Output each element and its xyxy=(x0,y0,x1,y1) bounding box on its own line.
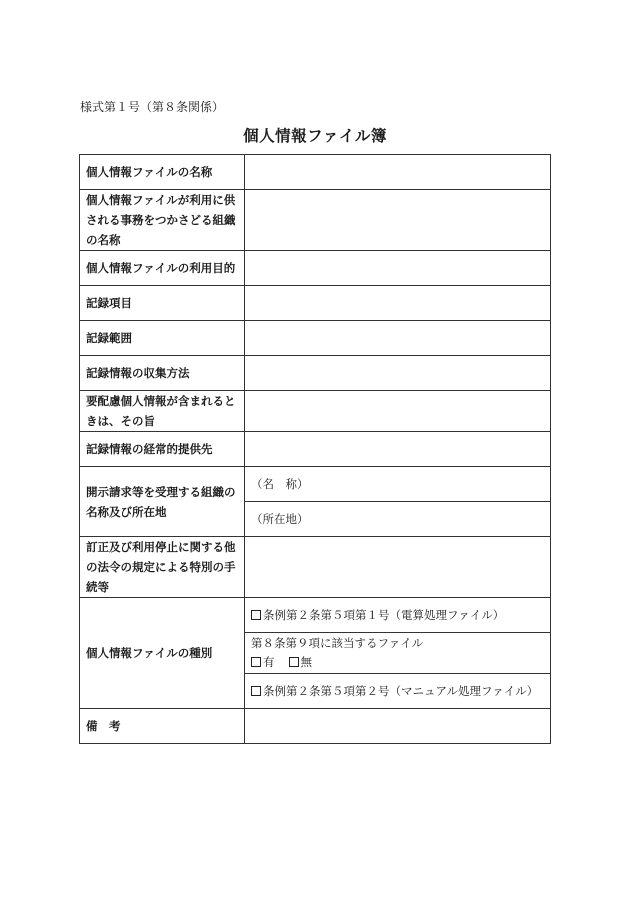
value-file-name[interactable] xyxy=(245,155,551,190)
type-option-computer[interactable] xyxy=(245,598,551,633)
row-header-file-name: 個人情報ファイルの名称 xyxy=(80,155,245,190)
table-row xyxy=(80,286,551,321)
value-purpose[interactable] xyxy=(245,251,551,286)
ledger-table xyxy=(79,154,551,744)
row-header-sensitive-info: 要配慮個人情報が含まれるときは、その旨 xyxy=(80,391,245,432)
row-header-record-scope: 記録範囲 xyxy=(80,321,245,356)
value-collection-method[interactable] xyxy=(245,356,551,391)
type-yes-no-group xyxy=(251,653,544,672)
table-row xyxy=(80,432,551,467)
document-title: 個人情報ファイル簿 xyxy=(243,127,387,145)
row-header-remarks: 備 考 xyxy=(80,709,245,744)
row-header-file-type: 個人情報ファイルの種別 xyxy=(80,598,245,709)
table-row xyxy=(80,251,551,286)
table-row xyxy=(80,598,551,633)
type-option-manual-label: 条例第２条第５項第２号（マニュアル処理ファイル） xyxy=(263,684,539,698)
row-header-disclosure-office: 開示請求等を受理する組織の名称及び所在地 xyxy=(80,467,245,537)
row-header-collection-method: 記録情報の収集方法 xyxy=(80,356,245,391)
type-option-computer-label: 条例第２条第５項第１号（電算処理ファイル） xyxy=(263,608,505,622)
table-row xyxy=(80,356,551,391)
form-number-label: 様式第１号（第８条関係） xyxy=(80,100,225,114)
type-yes-label: 有 xyxy=(263,655,275,669)
table-row xyxy=(80,321,551,356)
checkbox-yes[interactable] xyxy=(251,657,261,667)
checkbox-manual-file[interactable] xyxy=(251,686,261,696)
value-sensitive-info[interactable] xyxy=(245,391,551,432)
disclosure-address-label: （所在地） xyxy=(251,512,309,526)
type-article-cell xyxy=(245,633,551,674)
type-option-manual[interactable] xyxy=(245,674,551,709)
row-header-purpose: 個人情報ファイルの利用目的 xyxy=(80,251,245,286)
table-row xyxy=(80,190,551,251)
table-row xyxy=(80,391,551,432)
disclosure-name-label: （名 称） xyxy=(251,477,309,491)
checkbox-no[interactable] xyxy=(289,657,299,667)
checkbox-computer-file[interactable] xyxy=(251,610,261,620)
value-disclosure-name[interactable] xyxy=(245,467,551,502)
value-regular-provision[interactable] xyxy=(245,432,551,467)
value-remarks[interactable] xyxy=(245,709,551,744)
row-header-regular-provision: 記録情報の経常的提供先 xyxy=(80,432,245,467)
table-row xyxy=(80,467,551,502)
table-row xyxy=(80,155,551,190)
row-header-organization: 個人情報ファイルが利用に供される事務をつかさどる組織の名称 xyxy=(80,190,245,251)
table-row xyxy=(80,537,551,598)
row-header-special-procedure: 訂正及び利用停止に関する他の法令の規定による特別の手続等 xyxy=(80,537,245,598)
value-record-scope[interactable] xyxy=(245,321,551,356)
type-article-label: 第８条第９項に該当するファイル xyxy=(251,636,424,650)
row-header-record-items: 記録項目 xyxy=(80,286,245,321)
value-organization[interactable] xyxy=(245,190,551,251)
type-no-label: 無 xyxy=(300,655,312,669)
table-row xyxy=(80,709,551,744)
value-special-procedure[interactable] xyxy=(245,537,551,598)
value-disclosure-address[interactable] xyxy=(245,502,551,537)
value-record-items[interactable] xyxy=(245,286,551,321)
